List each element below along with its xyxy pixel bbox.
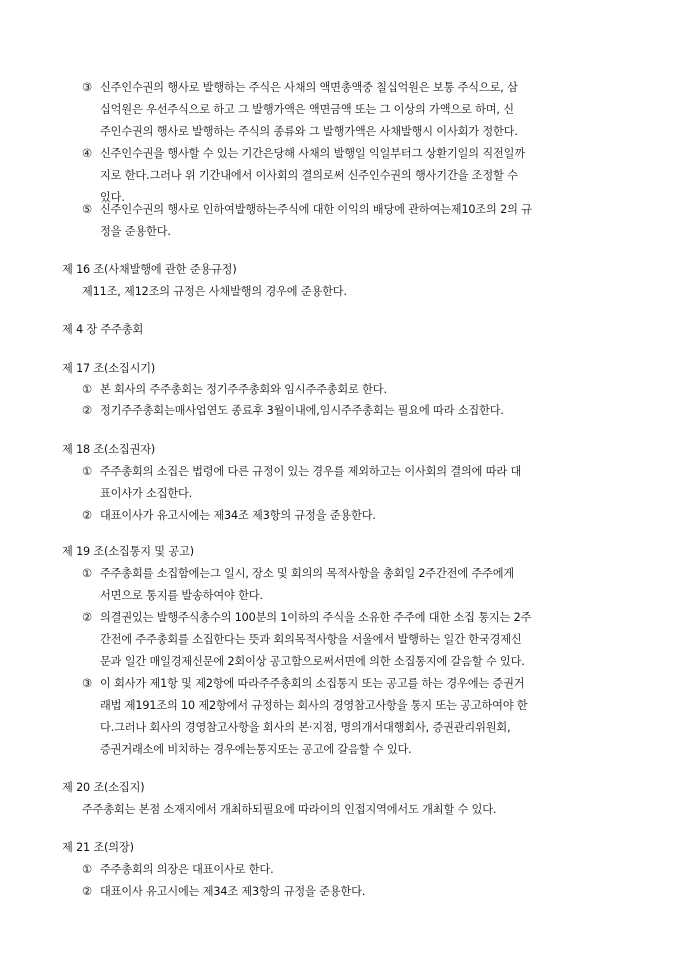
article-19-item-2-line-1: ② 의결권있는 발행주식총수의 100분의 1이하의 주식을 소유한 주주에 대한 소집 통지는 2주 (82, 611, 532, 624)
article-19-item-2-line-2: 간전에 주주총회를 소집한다는 뜻과 회의목적사항을 서울에서 발행하는 일간 한국경제신 (100, 633, 522, 646)
article-18-item-1-line-1: ① 주주총회의 소집은 법령에 다른 규정이 있는 경우를 제외하고는 이사회의 결의에 따라 대 (82, 465, 522, 478)
item-3-line-1: ③ 신주인수권의 행사로 발행하는 주식은 사채의 액면총액중 칠십억원은 보통 주식으로, 삼 (82, 81, 518, 94)
item-marker: ③ (82, 677, 92, 690)
item-marker: ① (82, 465, 92, 478)
item-marker: ② (82, 611, 92, 624)
item-marker: ④ (82, 147, 92, 160)
item-5-line-2: 정을 준용한다. (100, 225, 171, 238)
item-marker: ① (82, 383, 92, 396)
item-marker: ② (82, 885, 92, 898)
article-21-heading: 제 21 조(의장) (62, 841, 134, 854)
item-marker: ② (82, 509, 92, 522)
article-20-heading: 제 20 조(소집지) (62, 781, 145, 794)
article-19-item-3-line-2: 래법 제191조의 10 제2항에서 규정하는 회사의 경영참고사항을 통지 또는 공고하여야 한 (100, 699, 528, 712)
item-3-line-2: 십억원은 우선주식으로 하고 그 발행가액은 액면금액 또는 그 이상의 가액으로 하며, 신 (100, 103, 514, 116)
item-4-line-2: 지로 한다.그러나 위 기간내에서 이사회의 결의로써 신주인수권의 행사기간을 조정할 수 (100, 169, 518, 182)
article-16-body: 제11조, 제12조의 규정은 사채발행의 경우에 준용한다. (82, 285, 347, 298)
article-19-item-1-line-1: ① 주주총회를 소집함에는그 일시, 장소 및 회의의 목적사항을 총회일 2주간전에 주주에게 (82, 567, 515, 580)
item-5-line-1: ⑤ 신주인수권의 행사로 인하여발행하는주식에 대한 이익의 배당에 관하여는제10조의 2의 규 (82, 203, 532, 216)
item-marker: ② (82, 404, 92, 417)
article-17-heading: 제 17 조(소집시기) (62, 362, 156, 375)
article-18-item-1-line-2: 표이사가 소집한다. (100, 487, 193, 500)
item-marker: ⑤ (82, 203, 92, 216)
article-18-heading: 제 18 조(소집권자) (62, 443, 156, 456)
article-17-item-1: ① 본 회사의 주주총회는 정기주주총회와 임시주주총회로 한다. (82, 383, 387, 396)
item-marker: ① (82, 567, 92, 580)
article-19-item-1-line-2: 서면으로 통지를 발송하여야 한다. (100, 589, 263, 602)
article-19-item-3-line-3: 다.그러나 회사의 경영참고사항을 회사의 본·지점, 명의개서대행회사, 증권관리위원회, (100, 721, 511, 734)
article-17-item-2: ② 정기주주총회는매사업연도 종료후 3월이내에,임시주주총회는 필요에 따라 소집한다. (82, 404, 504, 417)
article-21-item-1: ① 주주총회의 의장은 대표이사로 한다. (82, 863, 274, 876)
article-20-body: 주주총회는 본점 소재지에서 개최하되필요에 따라이의 인접지역에서도 개최할 수 있다. (82, 803, 497, 816)
article-19-heading: 제 19 조(소집통지 및 공고) (62, 545, 194, 558)
article-19-item-3-line-1: ③ 이 회사가 제1항 및 제2항에 따라주주총회의 소집통지 또는 공고를 하는 경우에는 증권거 (82, 677, 525, 690)
article-16-heading: 제 16 조(사채발행에 관한 준용규정) (62, 263, 237, 276)
article-19-item-2-line-3: 문과 일간 매일경제신문에 2회이상 공고함으로써서면에 의한 소집통지에 갈음할 수 있다. (100, 655, 525, 668)
article-21-item-2: ② 대표이사 유고시에는 제34조 제3항의 규정을 준용한다. (82, 885, 366, 898)
item-4-line-1: ④ 신주인수권을 행사할 수 있는 기간은당해 사채의 발행일 익일부터그 상환기일의 직전일까 (82, 147, 525, 160)
article-19-item-3-line-4: 증권거래소에 비치하는 경우에는통지또는 공고에 갈음할 수 있다. (100, 743, 412, 756)
chapter-4-heading: 제 4 장 주주총회 (62, 323, 144, 336)
item-4-line-3: 있다. (100, 191, 125, 204)
item-3-line-3: 주인수권의 행사로 발행하는 주식의 종류와 그 발행가액은 사채발행시 이사회가 정한다. (100, 125, 518, 138)
article-18-item-2: ② 대표이사가 유고시에는 제34조 제3항의 규정을 준용한다. (82, 509, 376, 522)
item-marker: ① (82, 863, 92, 876)
item-marker: ③ (82, 81, 92, 94)
